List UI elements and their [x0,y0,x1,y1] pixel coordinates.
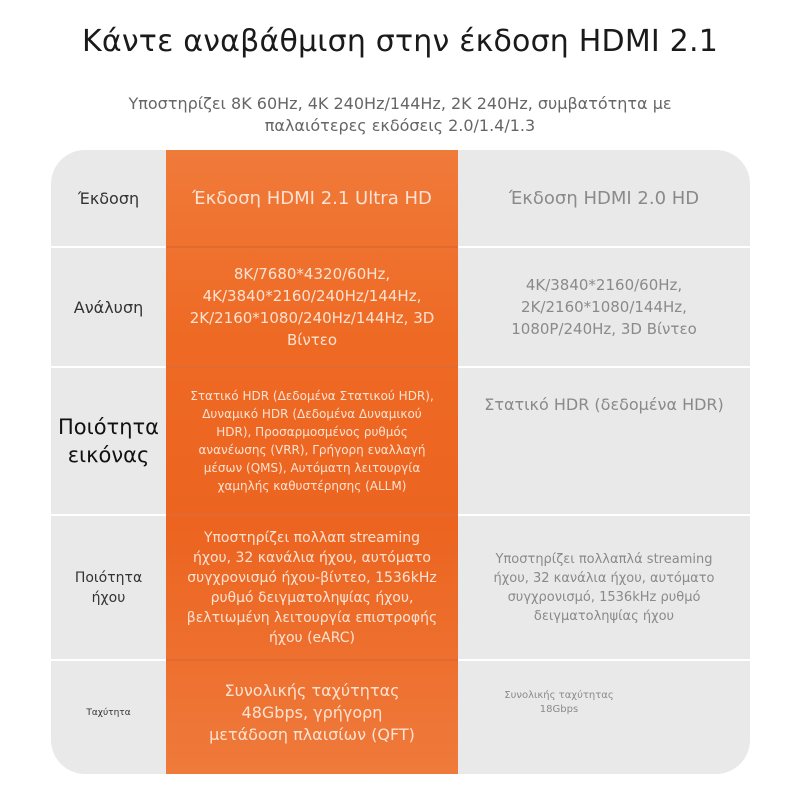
hdmi20-image-quality: Στατικό HDR (δεδομένα HDR) [484,394,724,414]
hdmi20-version: Έκδοση HDMI 2.0 HD [508,187,700,209]
hdmi21-version: Έκδοση HDMI 2.1 Ultra HD [192,187,432,209]
page-subtitle: Υποστηρίζει 8K 60Hz, 4K 240Hz/144Hz, 2K 240Hz, συμβατότητα με παλαιότερες εκδόσεις 2.0/1.4/1.3 [128,94,672,135]
row-label-version: Έκδοση [77,188,140,208]
hdmi20-resolution: 4K/3840*2160/60Hz, 2K/2160*1080/144Hz, 1080P/240Hz, 3D Βίντεο [511,276,697,338]
hdmi20-speed: Συνολικής ταχύτητας 18Gbps [504,690,614,715]
hdmi21-resolution: 8K/7680*4320/60Hz, 4K/3840*2160/240Hz/144Hz, 2K/2160*1080/240Hz/144Hz, 3D Βίντεο [189,265,435,349]
hdmi21-image-quality: Στατικό HDR (Δεδομένα Στατικού HDR), Δυναμικό HDR (Δεδομένα Δυναμικού HDR), Προσαρμοσμένος ρυθμός ανανέωσης (VRR), Γρήγορη εναλλαγή μέσων (QMS), Αυτόματη λειτουργία χαμηλής καθυστέρησης (ALLM) [190,389,434,493]
row-label-audio-quality: Ποιότητα ήχου [74,569,143,606]
row-label-resolution: Ανάλυση [73,297,144,317]
hdmi21-audio-quality: Υποστηρίζει πολλαπ streaming ήχου, 32 κανάλια ήχου, αυτόματο συγχρονισμό ήχου-βίντεο, 1536kHz ρυθμό δειγματοληψίας ήχου, βελτιωμένη λειτουργία επιστροφής ήχου (eARC) [186,529,438,646]
row-label-image-quality: Ποιότητα εικόνας [57,415,160,467]
page-title: Κάντε αναβάθμιση στην έκδοση HDMI 2.1 [82,24,718,59]
row-label-speed: Ταχύτητα [86,708,131,718]
hdmi21-speed: Συνολικής ταχύτητας 48Gbps, γρήγορη μετάδοση πλαισίων (QFT) [209,681,415,744]
hdmi20-audio-quality: Υποστηρίζει πολλαπλά streaming ήχου, 32 κανάλια ήχου, αυτόματο συγχρονισμό, 1536kHz ρυθμό δειγματοληψίας ήχου [493,551,715,624]
